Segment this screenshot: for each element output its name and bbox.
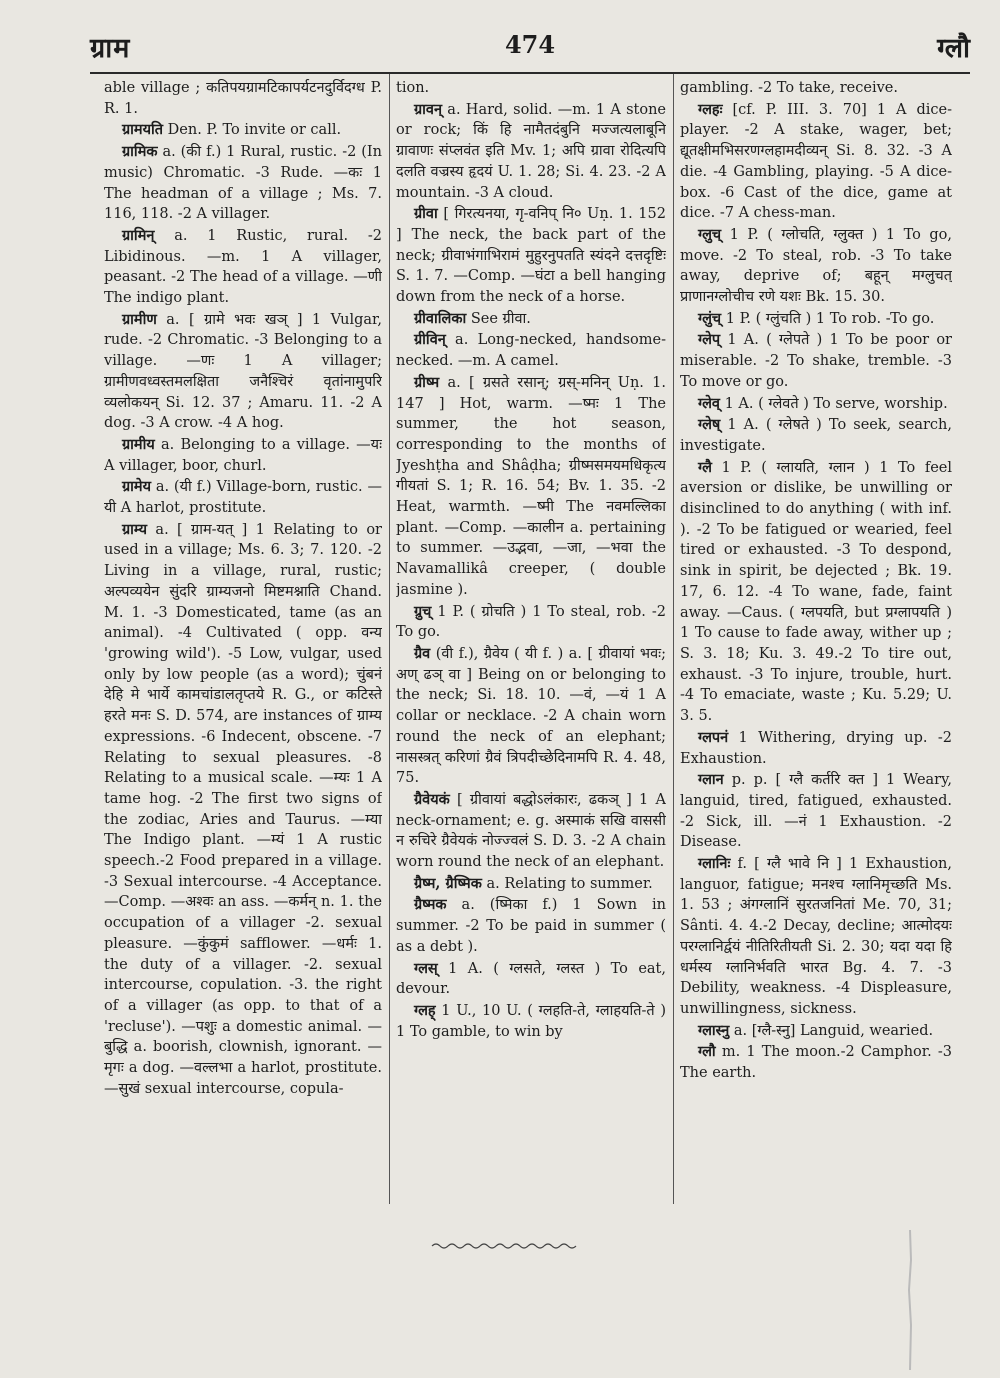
dictionary-entry	[396, 204, 666, 308]
entry-definition: a. (ष्मिका f.) 1 Sown in summer. -2 To be paid in summer ( as a debt ).	[396, 897, 666, 955]
headword: ग्रामिन्	[122, 226, 155, 244]
entry-definition: a. [ ग्रसते रसान्; ग्रस्-मनिन् Uṇ. 1. 147 ] Hot, warm. —ष्मः 1 The summer, the hot season, corresponding to the months of Jyeshṭha and Shâḍha; ग्रीष्मसमयमधिकृत्य गीयतां S. 1; R. 16. 54; Bv. 1. 35. -2 Heat, warmth. —ष्मी The नवमल्लिका plant. —Comp. —कालीन a. pertaining to summer. —उद्भवा, —जा, —भवा the Navamallikâ creeper, ( double jasmine ).	[396, 374, 666, 598]
headword: ग्लै	[698, 458, 712, 476]
dictionary-entry	[104, 120, 382, 141]
column-2	[396, 78, 666, 1208]
dictionary-entry	[680, 78, 952, 99]
headword: ग्लपनं	[698, 728, 729, 746]
headword: ग्लान	[698, 771, 724, 789]
dictionary-entry	[680, 728, 952, 769]
entry-definition: gambling. -2 To take, receive.	[680, 80, 898, 96]
dictionary-entry	[396, 78, 666, 99]
entry-definition: a. [ ग्रामे भवः खञ् ] 1 Vulgar, rude. -2 Chromatic. -3 Belonging to a village. —णः 1 A villager; ग्रामीणवध्वस्तमलक्षिता जनैश्चिरं वृतांनामुपरि व्यलोकयन् Si. 12. 37 ; Amaru. 11. -2 A dog. -3 A crow. -4 A hog.	[104, 311, 382, 432]
dictionary-entry	[396, 895, 666, 957]
dictionary-entry	[680, 458, 952, 727]
entry-definition: 1 P. ( ग्लुंचति ) 1 To rob. -To go.	[721, 310, 935, 327]
entry-definition: a. Long-necked, handsome-necked. —m. A camel.	[396, 332, 666, 370]
dictionary-entry	[396, 309, 666, 330]
entry-definition: 1 P. ( ग्लायति, ग्लान ) 1 To feel aversion or dislike, be unwilling or disinclined to do anything ( with inf. ). -2 To be fatigued or wearied, feel tired or exhausted. -3 To despond, sink in spirit, be dejected ; Bk. 19. 17, 6. 12. -4 To wane, fade, faint away. —Caus. ( ग्लपयति, but प्रग्लापयति ) 1 To cause to fade away, wither up ; S. 3. 18; Ku. 3. 49.-2 To tire out, exhaust. -3 To injure, trouble, hurt. -4 To emaciate, waste ; Ku. 5.29; U. 3. 5.	[680, 459, 952, 725]
headword: ग्रामिक	[122, 143, 158, 161]
dictionary-entry	[396, 373, 666, 601]
column-divider	[673, 74, 674, 1204]
page-edge-mark	[906, 1230, 914, 1370]
entry-definition: f. [ ग्लै भावे नि ] 1 Exhaustion, languor, fatigue; मनश्च ग्लानिमृच्छति Ms. 1. 53 ; अंगग्लानिं सुरतजनितां Me. 70, 31; Sânti. 4. 4.-2 Decay, decline; आत्मोदयः परग्लानिर्द्वयं नीतिरितीयती Si. 2. 30; यदा यदा हि धर्मस्य ग्लानिर्भवति भारत Bg. 4. 7. -3 Debility, weakness. -4 Displeasure, unwillingness, sickness.	[680, 856, 952, 1017]
entry-definition: a. Hard, solid. —m. 1 A stone or rock; किं हि नामैतदंबुनि मज्जत्यलाबूनि ग्रावाणः संप्लवंत इति Mv. 1; अपि ग्रावा रोदित्यपि दलति वज्रस्य हृदयं U. 1. 28; Si. 4. 23. -2 A mountain. -3 A cloud.	[396, 101, 666, 201]
headword: ग्रैष्म, ग्रैष्मिक	[414, 874, 482, 892]
dictionary-entry	[396, 959, 666, 1000]
dictionary-entry	[104, 477, 382, 518]
dictionary-entry	[396, 330, 666, 371]
entry-definition: [cf. P. III. 3. 70] 1 A dice-player. -2 A stake, wager, bet; द्यूतक्षीमभिसरणग्लहामदीव्यन् Si. 8. 32. -3 A die. -4 Gambling, playing. -5 A dice-box. -6 Cast of the dice, game at dice. -7 A chess-man.	[680, 101, 952, 222]
headword: ग्रावन्	[414, 100, 443, 118]
headword: ग्रैवेयकं	[414, 790, 450, 808]
headword: ग्रीवा	[414, 205, 438, 223]
dictionary-entry	[396, 602, 666, 643]
dictionary-entry	[680, 770, 952, 853]
entry-definition: 1 Withering, drying up. -2 Exhaustion.	[680, 729, 952, 767]
headword: ग्लौ	[698, 1043, 716, 1061]
dictionary-entry	[680, 854, 952, 1020]
column-divider	[389, 74, 390, 1204]
headword: ग्रीविन्	[414, 331, 446, 349]
dictionary-entry	[104, 142, 382, 225]
entry-definition: tion.	[396, 80, 430, 96]
entry-definition: a. [ ग्राम-यत् ] 1 Relating to or used in a village; Ms. 6. 3; 7. 120. -2 Living in a village, rural, rustic; अल्पव्ययेन सुंदरि ग्राम्यजनो मिष्टमश्नाति Chand. M. 1. -3 Domesticated, tame (as an animal). -4 Cultivated ( opp. वन्य 'growing wild'). -5 Low, vulgar, used only by low people (as a word); चुंबनं देहि मे भार्ये कामचांडालतृप्तये R. G., or कटिस्ते हरते मनः S. D. 574, are instances of ग्राम्य expressions. -6 Indecent, obscene. -7 Relating to sexual pleasures. -8 Relating to a musical scale. —म्यः 1 A tame hog. -2 The first two signs of the zodiac, Aries and Taurus. —म्या The Indigo plant. —म्यं 1 A rustic speech.-2 Food prepared in a village. -3 Sexual intercourse. -4 Acceptance. —Comp. —अश्वः an ass. —कर्मन् n. 1. the occupation of a villager -2. sexual pleasure. —कुंकुमं safflower. —धर्मः 1. the duty of a villager. -2. sexual intercourse, copulation. -3. the right of a villager (as opp. to that of a 'recluse'). —पशुः a domestic animal. —बुद्धि a. boorish, clownish, ignorant. —मृगः a dog. —वल्लभा a harlot, prostitute. —सुखं sexual intercourse, copula-	[104, 521, 382, 1097]
entry-definition: a. 1 Rustic, rural. -2 Libidinous. —m. 1 A villager, peasant. -2 The head of a village. —णी The indigo plant.	[104, 227, 382, 307]
entry-definition: [ गिरत्यनया, गृ-वनिप् नि० Uṇ. 1. 152 ] The neck, the back part of the neck; ग्रीवाभंगाभिरामं मुहुरनुपतति स्यंदने दत्तदृष्टिः S. 1. 7. —Comp. —घंटा a bell hanging down from the neck of a horse.	[396, 206, 666, 306]
dictionary-entry	[396, 100, 666, 204]
headword: ग्लेव्	[698, 394, 720, 412]
dictionary-entry	[680, 330, 952, 392]
entry-definition: a. Belonging to a village. —यः A villager, boor, churl.	[104, 436, 382, 474]
entry-definition: 1 A. ( ग्लसते, ग्लस्त ) To eat, devour.	[396, 960, 666, 998]
headword: ग्राम्य	[122, 520, 148, 538]
header-rule	[90, 72, 970, 74]
headword: ग्रुच्	[414, 602, 432, 620]
headword: ग्रैष्मक	[414, 896, 447, 914]
header-last-word: ग्लौ	[937, 33, 970, 64]
entry-definition: able village ; कतिपयग्रामटिकापर्यटनदुर्विदग्ध P. R. 1.	[104, 80, 382, 117]
dictionary-entry	[680, 415, 952, 456]
column-3	[680, 78, 952, 1208]
dictionary-entry	[104, 310, 382, 434]
headword: ग्रामीय	[122, 435, 155, 453]
dictionary-entry	[680, 1042, 952, 1083]
entry-definition: Den. P. To invite or call.	[163, 122, 342, 139]
entry-definition: 1 A. ( ग्लेषते ) To seek, search, investigate.	[680, 417, 952, 454]
entry-definition: p. p. [ ग्लै कर्तरि क्त ] 1 Weary, languid, tired, fatigued, exhausted. -2 Sick, ill. —नं 1 Exhaustion. -2 Disease.	[680, 772, 952, 851]
headword: ग्लेष्	[698, 416, 721, 434]
headword: ग्लुच्	[698, 225, 722, 243]
entry-definition: a. [ग्लै-स्नु] Languid, wearied.	[729, 1022, 934, 1039]
headword: ग्लुंच्	[698, 309, 722, 327]
dictionary-entry	[396, 1001, 666, 1042]
entry-definition: See ग्रीवा.	[466, 310, 531, 327]
entry-definition: 1 P. ( ग्लोचति, ग्लुक्त ) 1 To go, move. -2 To steal, rob. -3 To take away, deprive of; बहून् मग्लुचत् प्राणानग्लोचीच रणे यशः Bk. 15. 30.	[680, 226, 952, 306]
dictionary-entry	[396, 874, 666, 895]
headword: ग्लह्	[414, 1001, 436, 1019]
headword: ग्लेप्	[698, 331, 721, 349]
headword: ग्रीष्म	[414, 373, 440, 391]
dictionary-entry	[680, 1021, 952, 1042]
dictionary-entry	[104, 520, 382, 1100]
end-ornament	[430, 1240, 580, 1252]
headword: ग्रीवालिका	[414, 309, 467, 327]
dictionary-entry	[104, 78, 382, 119]
dictionary-entry	[104, 435, 382, 476]
page-header	[90, 28, 970, 68]
entry-definition: [ ग्रीवायां बद्धोऽलंकारः, ढकञ् ] 1 A neck-ornament; e. g. अस्माकं सखि वाससी न रुचिरे ग्रैवेयकं नोज्ज्वलं S. D. 3. -2 A chain worn round the neck of an elephant.	[396, 791, 666, 871]
headword: ग्लस्	[414, 959, 438, 977]
headword: ग्रामीण	[122, 310, 157, 328]
dictionary-entry	[680, 394, 952, 415]
entry-definition: 1 A. ( ग्लेपते ) 1 To be poor or miserable. -2 To shake, tremble. -3 To move or go.	[680, 332, 952, 390]
dictionary-entry	[680, 309, 952, 330]
dictionary-entry	[104, 226, 382, 309]
headword: ग्रामयति	[122, 121, 164, 139]
headword: ग्रामेय	[122, 478, 152, 496]
entry-definition: 1 P. ( ग्रोचति ) 1 To steal, rob. -2 To go.	[396, 603, 666, 641]
column-1	[104, 78, 382, 1208]
page-number: 474	[504, 30, 556, 59]
entry-definition: a. (यी f.) Village-born, rustic. —यी A harlot, prostitute.	[104, 479, 382, 517]
header-first-word: ग्राम	[90, 33, 131, 64]
entry-definition: a. Relating to summer.	[481, 875, 653, 892]
headword: ग्लानिः	[698, 855, 731, 873]
headword: ग्लहः	[698, 100, 723, 118]
dictionary-entry	[680, 225, 952, 308]
dictionary-entry	[396, 790, 666, 873]
entry-definition: a. (की f.) 1 Rural, rustic. -2 (In music) Chromatic. -3 Rude. —कः 1 The headman of a village ; Ms. 7. 116, 118. -2 A villager.	[104, 144, 382, 223]
dictionary-entry	[396, 644, 666, 789]
dictionary-entry	[680, 100, 952, 224]
entry-definition: m. 1 The moon.-2 Camphor. -3 The earth.	[680, 1044, 952, 1082]
headword: ग्रैव	[414, 644, 431, 662]
headword: ग्लास्नु	[698, 1021, 730, 1039]
entry-definition: 1 U., 10 U. ( ग्लहति-ते, ग्लाहयति-ते ) 1 To gamble, to win by	[396, 1002, 666, 1040]
entry-definition: (वी f.), ग्रैवेय ( यी f. ) a. [ ग्रीवायां भवः; अण् ढञ् वा ] Being on or belonging to the neck; Si. 18. 10. —वं, —यं 1 A collar or necklace. -2 A chain worn round the neck of an elephant; नासस्त्रत् करिणां ग्रैवं त्रिपदीच्छेदिनामपि R. 4. 48, 75.	[396, 645, 666, 787]
entry-definition: 1 A. ( ग्लेवते ) To serve, worship.	[719, 395, 948, 412]
